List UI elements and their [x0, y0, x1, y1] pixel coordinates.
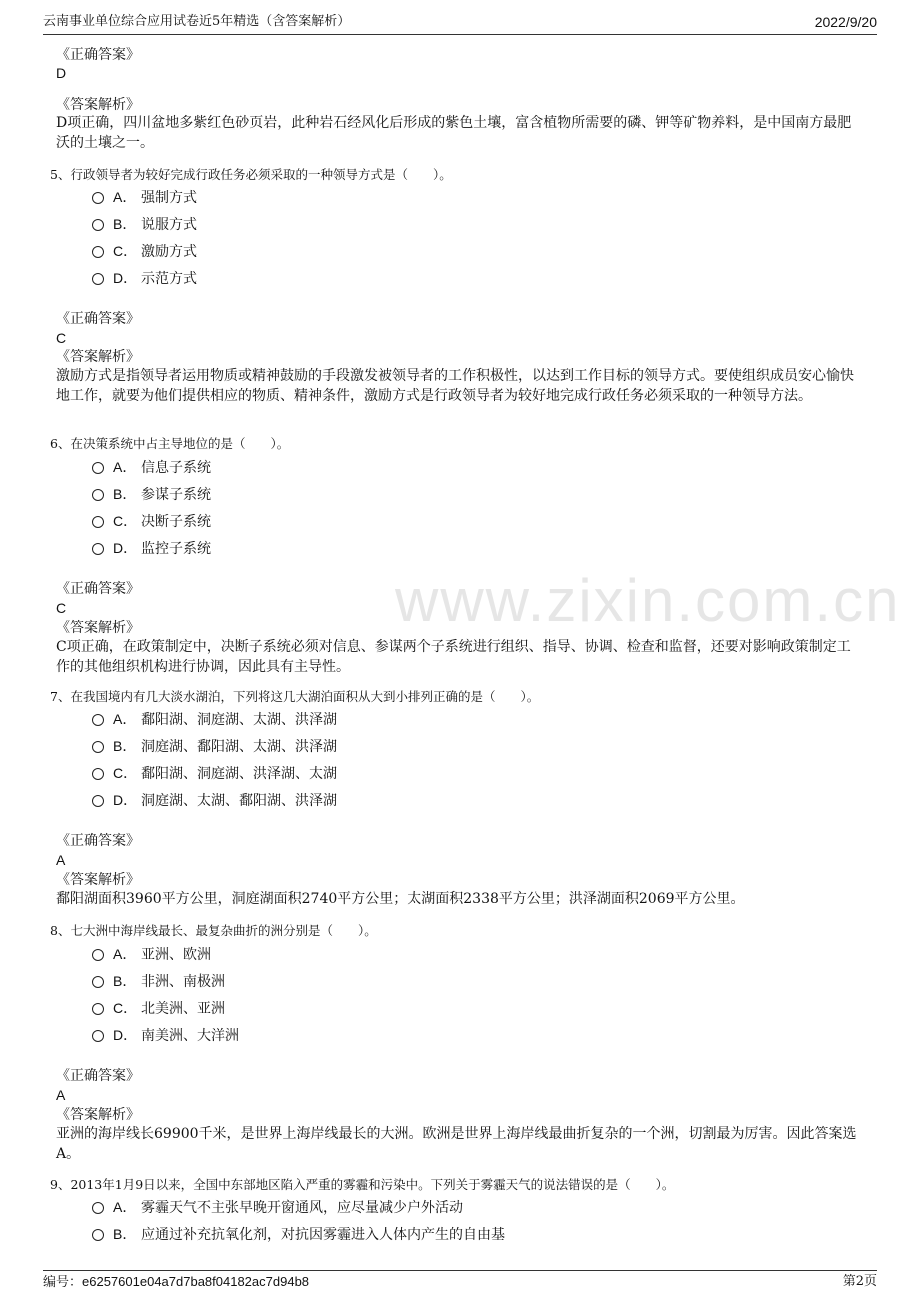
correct-answer-label: 《正确答案》	[56, 581, 140, 597]
option-d[interactable]: D． 示范方式	[92, 268, 197, 289]
analysis-text-q6: C项正确，在政策制定中，决断子系统必须对信息、参谋两个子系统进行组织、指导、协调、检查和监督，还要对影响政策制定工作的其他组织机构进行协调，因此具有主导性。	[56, 639, 851, 675]
analysis-label: 《答案解析》	[56, 1107, 140, 1123]
option-c[interactable]: C． 激励方式	[92, 241, 197, 262]
document-id: 编号：e6257601e04a7d7ba8f04182ac7d94b8	[43, 1274, 310, 1290]
option-d[interactable]: D． 洞庭湖、太湖、鄱阳湖、洪泽湖	[92, 790, 337, 811]
option-c[interactable]: C． 鄱阳湖、洞庭湖、洪泽湖、太湖	[92, 763, 337, 784]
correct-answer-q8: A	[56, 1087, 66, 1103]
radio-icon[interactable]	[92, 795, 104, 807]
radio-icon[interactable]	[92, 1003, 104, 1015]
question-9: 9、2013年1月9日以来，全国中东部地区陷入严重的雾霾和污染中。下列关于雾霾天气的说法错误的是（ ）。	[50, 1177, 675, 1192]
radio-icon[interactable]	[92, 741, 104, 753]
analysis-text-q5: 激励方式是指领导者运用物质或精神鼓励的手段激发被领导者的工作积极性，以达到工作目标的领导方式。要使组织成员安心愉快地工作，就要为他们提供相应的物质、精神条件，激励方式是行政领导者为较好地完成行政任务必须采取的一种领导方法。	[56, 368, 854, 404]
radio-icon[interactable]	[92, 273, 104, 285]
radio-icon[interactable]	[92, 246, 104, 258]
page-number: 第2页	[842, 1274, 877, 1289]
option-b[interactable]: B． 参谋子系统	[92, 484, 211, 505]
radio-icon[interactable]	[92, 462, 104, 474]
correct-answer-label: 《正确答案》	[56, 833, 140, 849]
option-d[interactable]: D． 监控子系统	[92, 538, 211, 559]
radio-icon[interactable]	[92, 768, 104, 780]
question-7: 7、在我国境内有几大淡水湖泊，下列将这几大湖泊面积从大到小排列正确的是（ ）。	[50, 689, 540, 704]
option-d[interactable]: D． 南美洲、大洋洲	[92, 1025, 239, 1046]
radio-icon[interactable]	[92, 976, 104, 988]
option-a[interactable]: A． 雾霾天气不主张早晚开窗通风，应尽量减少户外活动	[92, 1197, 463, 1218]
correct-answer-label: 《正确答案》	[56, 47, 140, 63]
radio-icon[interactable]	[92, 1030, 104, 1042]
analysis-text-q7: 鄱阳湖面积3960平方公里，洞庭湖面积2740平方公里；太湖面积2338平方公里；洪泽湖面积2069平方公里。	[56, 891, 745, 907]
document-code: e6257601e04a7d7ba8f04182ac7d94b8	[82, 1274, 310, 1289]
analysis-label: 《答案解析》	[56, 872, 140, 888]
option-a[interactable]: A． 强制方式	[92, 187, 197, 208]
correct-answer-q7: A	[56, 852, 66, 868]
radio-icon[interactable]	[92, 219, 104, 231]
page-header	[43, 12, 877, 35]
analysis-label: 《答案解析》	[56, 97, 140, 113]
radio-icon[interactable]	[92, 1202, 104, 1214]
option-a[interactable]: A． 信息子系统	[92, 457, 211, 478]
option-b[interactable]: B． 说服方式	[92, 214, 197, 235]
option-b[interactable]: B． 非洲、南极洲	[92, 971, 225, 992]
radio-icon[interactable]	[92, 192, 104, 204]
document-date: 2022/9/20	[814, 14, 877, 30]
option-b[interactable]: B． 应通过补充抗氧化剂，对抗因雾霾进入人体内产生的自由基	[92, 1224, 505, 1245]
analysis-text-q8: 亚洲的海岸线长69900千米，是世界上海岸线最长的大洲。欧洲是世界上海岸线最曲折复杂的一个洲，切割最为厉害。因此答案选A。	[56, 1126, 857, 1162]
page-footer	[43, 1270, 877, 1291]
correct-answer-label: 《正确答案》	[56, 311, 140, 327]
radio-icon[interactable]	[92, 714, 104, 726]
question-5: 5、行政领导者为较好完成行政任务必须采取的一种领导方式是（ ）。	[50, 167, 452, 182]
option-c[interactable]: C． 北美洲、亚洲	[92, 998, 225, 1019]
correct-answer-label: 《正确答案》	[56, 1068, 140, 1084]
correct-answer-q6: C	[56, 600, 67, 616]
option-a[interactable]: A． 亚洲、欧洲	[92, 944, 211, 965]
radio-icon[interactable]	[92, 543, 104, 555]
document-title: 云南事业单位综合应用试卷近5年精选（含答案解析）	[43, 14, 351, 29]
question-6: 6、在决策系统中占主导地位的是（ ）。	[50, 436, 290, 451]
correct-answer-q5: C	[56, 330, 67, 346]
radio-icon[interactable]	[92, 949, 104, 961]
analysis-text-q4: D项正确，四川盆地多紫红色砂页岩，此种岩石经风化后形成的紫色土壤，富含植物所需要的磷、钾等矿物养料，是中国南方最肥沃的土壤之一。	[56, 115, 852, 151]
analysis-label: 《答案解析》	[56, 620, 140, 636]
option-b[interactable]: B． 洞庭湖、鄱阳湖、太湖、洪泽湖	[92, 736, 337, 757]
radio-icon[interactable]	[92, 516, 104, 528]
radio-icon[interactable]	[92, 1229, 104, 1241]
option-c[interactable]: C． 决断子系统	[92, 511, 211, 532]
correct-answer-q4: D	[56, 65, 67, 81]
radio-icon[interactable]	[92, 489, 104, 501]
watermark: www.zixin.com.cn	[395, 567, 901, 634]
analysis-label: 《答案解析》	[56, 349, 140, 365]
option-a[interactable]: A． 鄱阳湖、洞庭湖、太湖、洪泽湖	[92, 709, 337, 730]
question-8: 8、七大洲中海岸线最长、最复杂曲折的洲分别是（ ）。	[50, 923, 377, 938]
